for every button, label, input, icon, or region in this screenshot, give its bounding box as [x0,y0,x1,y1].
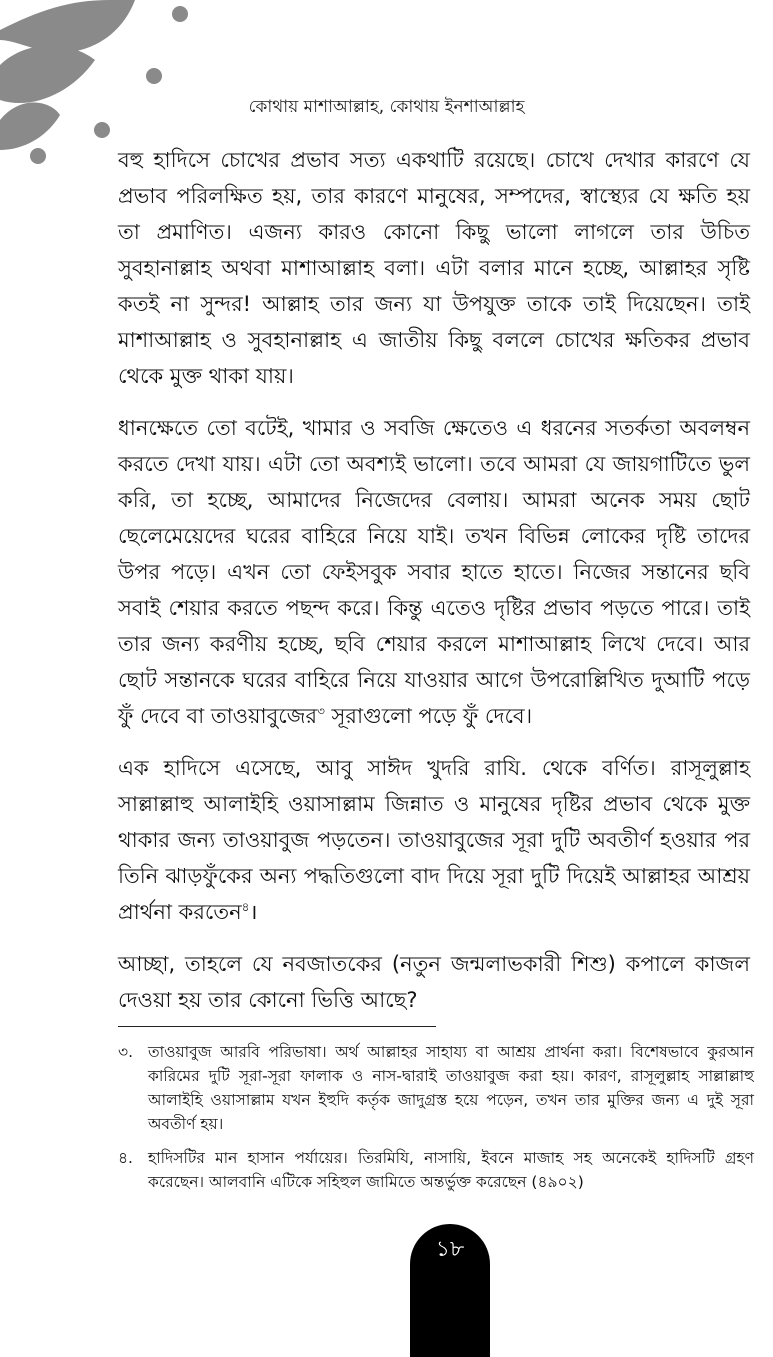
main-text [118,142,750,1034]
paragraph: বহু হাদিসে চোখের প্রভাব সত্য একথাটি রয়েছে। চোখে দেখার কারণে যে প্রভাব পরিলক্ষিত হয়, তার কারণে মানুষের, সম্পদের, স্বাস্থ্যের যে ক্ষতি হয় তা প্রমাণিত। এজন্য কারও কোনো কিছু ভালো লাগলে তার উচিত সুবহানাল্লাহ অথবা মাশাআল্লাহ বলা। এটা বলার মানে হচ্ছে, আল্লাহর সৃষ্টি কতই না সুন্দর! আল্লাহ তার জন্য যা উপযুক্ত তাকে তাই দিয়েছেন। তাই মাশাআল্লাহ ও সুবহানাল্লাহ এ জাতীয় কিছু বললে চোখের ক্ষতিকর প্রভাব থেকে মুক্ত থাকা যায়। [118,148,750,388]
page-number: ১৮ [435,1237,465,1262]
footnote-divider [118,1026,436,1027]
footnotes [118,1040,754,1204]
footnote-number: ৩. [118,1043,134,1061]
footnote [118,1146,754,1194]
paragraph-text: সূরাগুলো পড়ে ফুঁ দেবে। [324,704,533,728]
footnote-ref[interactable]: ৪ [241,900,250,914]
footnote-number: ৪. [118,1149,133,1167]
footnote-text: হাদিসটির মান হাসান পর্যায়ের। তিরমিযি, নাসায়ি, ইবনে মাজাহ সহ অনেকেই হাদিসটি গ্রহণ করেছেন। আলবানি এটিকে সহিহুল জামিতে অন্তর্ভুক্ত করেছেন (৪৯০২) [148,1149,754,1191]
paragraph [118,750,750,930]
running-title: কোথায় মাশাআল্লাহ, কোথায় ইনশাআল্লাহ [248,97,525,117]
paragraph: আচ্ছা, তাহলে যে নবজাতকের (নতুন জন্মলাভকারী শিশু) কপালে কাজল দেওয়া হয় তার কোনো ভিত্তি আছে? [118,952,750,1012]
paragraph [118,410,750,734]
paragraph-text: । [249,900,258,924]
paragraph-text: এক হাদিসে এসেছে, আবু সাঈদ খুদরি রাযি. থেকে বর্ণিত। রাসূলুল্লাহ সাল্লাল্লাহু আলাইহি ওয়াসাল্লাম জিন্নাত ও মানুষের দৃষ্টির প্রভাব থেকে মুক্ত থাকার জন্য তাওয়াবুজ পড়তেন। তাওয়াবুজের সূরা দুটি অবতীর্ণ হওয়ার পর তিনি ঝাড়ফুঁকের অন্য পদ্ধতিগুলো বাদ দিয়ে সূরা দুটি দিয়েই আল্লাহর আশ্রয় প্রার্থনা করতেন [118,756,750,924]
paragraph-text: ধানক্ষেতে তো বটেই, খামার ও সবজি ক্ষেতেও এ ধরনের সতর্কতা অবলম্বন করতে দেখা যায়। এটা তো অবশ্যই ভালো। তবে আমরা যে জায়গাটিতে ভুল করি, তা হচ্ছে, আমাদের নিজেদের বেলায়। আমরা অনেক সময় ছোট ছেলেমেয়েদের ঘরের বাহিরে নিয়ে যাই। তখন বিভিন্ন লোকের দৃষ্টি তাদের উপর পড়ে। এখন তো ফেইসবুক সবার হাতে হাতে। নিজের সন্তানের ছবি সবাই শেয়ার করতে পছন্দ করে। কিন্তু এতেও দৃষ্টির প্রভাব পড়তে পারে। তাই তার জন্য করণীয় হচ্ছে, ছবি শেয়ার করলে মাশাআল্লাহ লিখে দেবে। আর ছোট সন্তানকে ঘরের বাহিরে নিয়ে যাওয়ার আগে উপরোল্লিখিত দুআটি পড়ে ফুঁ দেবে বা তাওয়াবুজের [118,416,750,728]
page-number-tab [410,1224,490,1357]
footnote-text: তাওয়াবুজ আরবি পরিভাষা। অর্থ আল্লাহর সাহায্য বা আশ্রয় প্রার্থনা করা। বিশেষভাবে কুরআন কারিমের দুটি সূরা-সূরা ফালাক ও নাস-দ্বারাই তাওয়াবুজ করা হয়। কারণ, রাসূলুল্লাহ সাল্লাল্লাহু আলাইহি ওয়াসাল্লাম যখন ইহুদি কর্তৃক জাদুগ্রস্ত হয়ে পড়েন, তখন তার মুক্তির জন্য এ দুই সূরা অবতীর্ণ হয়। [148,1043,754,1133]
footnote-ref[interactable]: ৩ [317,704,325,718]
footnote [118,1040,754,1136]
